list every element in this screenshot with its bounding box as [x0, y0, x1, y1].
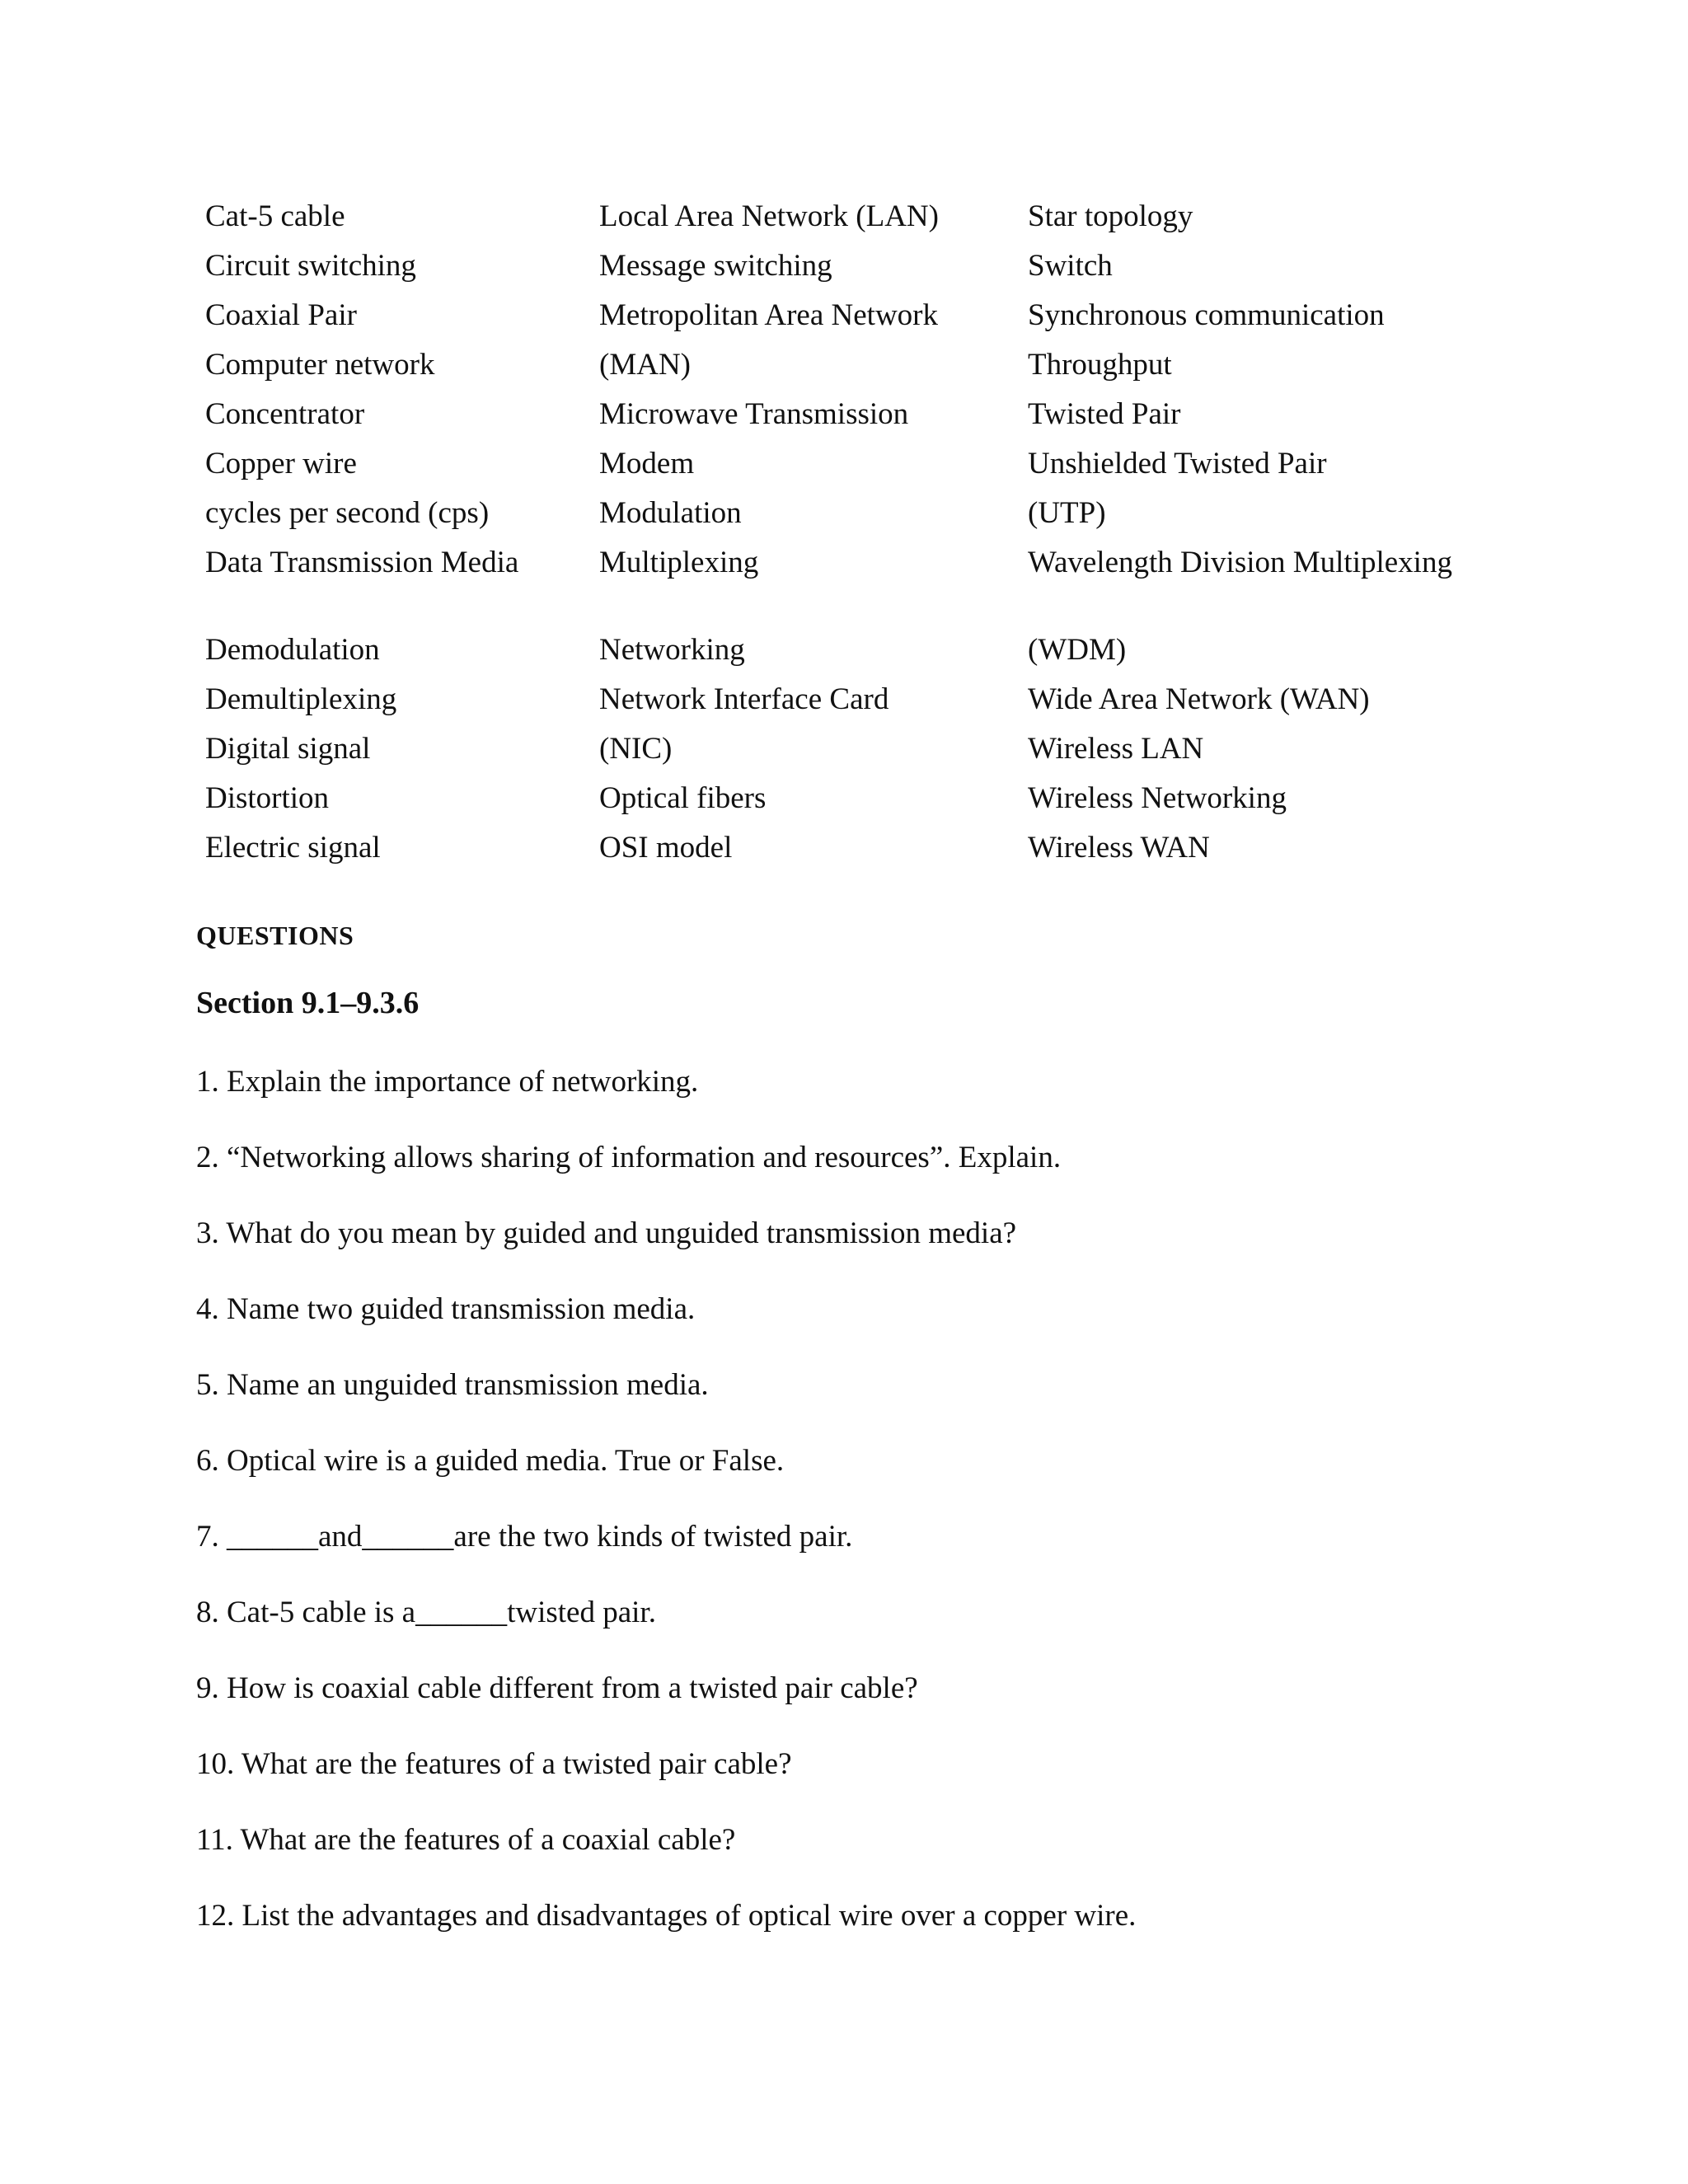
section-heading: Section 9.1–9.3.6 — [196, 986, 420, 1020]
term-row — [205, 730, 1475, 780]
term-cell: Wireless WAN — [1028, 831, 1210, 865]
term-cell: Distortion — [205, 781, 330, 815]
question-item: 9. How is coaxial cable different from a twisted pair cable? — [196, 1671, 918, 1705]
term-cell: Twisted Pair — [1028, 397, 1181, 431]
term-cell: Throughput — [1028, 348, 1172, 382]
term-row — [205, 198, 1475, 247]
term-cell: Modem — [599, 447, 695, 480]
question-item: 2. “Networking allows sharing of information and resources”. Explain. — [196, 1141, 1062, 1174]
term-cell: Cat-5 cable — [205, 199, 345, 233]
term-cell: (UTP) — [1028, 496, 1106, 530]
term-row — [205, 396, 1475, 445]
question-item: 4. Name two guided transmission media. — [196, 1292, 696, 1326]
term-cell: Synchronous communication — [1028, 298, 1385, 332]
term-cell: Network Interface Card — [599, 682, 889, 716]
key-terms-table — [205, 198, 1475, 879]
term-cell: Wavelength Division Multiplexing — [1028, 546, 1452, 579]
term-cell: Wireless Networking — [1028, 781, 1287, 815]
term-cell: Wide Area Network (WAN) — [1028, 682, 1370, 716]
term-cell: OSI model — [599, 831, 733, 865]
question-item: 11. What are the features of a coaxial cable? — [196, 1823, 736, 1857]
term-cell: Message switching — [599, 249, 832, 283]
term-cell: (MAN) — [599, 348, 691, 382]
term-row — [205, 681, 1475, 730]
question-item: 5. Name an unguided transmission media. — [196, 1368, 709, 1402]
term-row — [205, 494, 1475, 544]
term-row — [205, 247, 1475, 297]
term-row — [205, 631, 1475, 681]
question-item: 7. ______and______are the two kinds of twisted pair. — [196, 1520, 853, 1554]
term-row — [205, 445, 1475, 494]
term-cell: (NIC) — [599, 732, 673, 766]
term-row — [205, 780, 1475, 829]
term-cell: Unshielded Twisted Pair — [1028, 447, 1327, 480]
term-row — [205, 829, 1475, 879]
term-cell: Demultiplexing — [205, 682, 397, 716]
question-item: 3. What do you mean by guided and unguided transmission media? — [196, 1216, 1017, 1250]
term-row — [205, 297, 1475, 346]
term-cell: cycles per second (cps) — [205, 496, 490, 530]
term-cell: Digital signal — [205, 732, 371, 766]
term-cell: Computer network — [205, 348, 435, 382]
questions-heading: QUESTIONS — [196, 921, 354, 950]
term-row — [205, 544, 1475, 631]
term-cell: Wireless LAN — [1028, 732, 1204, 766]
term-cell: Modulation — [599, 496, 742, 530]
question-item: 1. Explain the importance of networking. — [196, 1065, 699, 1099]
question-item: 12. List the advantages and disadvantages of optical wire over a copper wire. — [196, 1899, 1137, 1933]
term-cell: Copper wire — [205, 447, 357, 480]
term-cell: Switch — [1028, 249, 1113, 283]
term-cell: Demodulation — [205, 633, 380, 667]
term-cell: Local Area Network (LAN) — [599, 199, 939, 233]
question-item: 8. Cat-5 cable is a______twisted pair. — [196, 1596, 656, 1629]
term-cell: Microwave Transmission — [599, 397, 909, 431]
term-cell: Multiplexing — [599, 546, 759, 579]
term-cell: Networking — [599, 633, 745, 667]
term-cell: Optical fibers — [599, 781, 767, 815]
term-cell: Concentrator — [205, 397, 365, 431]
term-cell: Metropolitan Area Network — [599, 298, 938, 332]
term-row — [205, 346, 1475, 396]
term-cell: Data Transmission Media — [205, 546, 519, 579]
term-cell: Star topology — [1028, 199, 1193, 233]
term-cell: (WDM) — [1028, 633, 1127, 667]
question-item: 10. What are the features of a twisted pair cable? — [196, 1747, 792, 1781]
term-cell: Coaxial Pair — [205, 298, 357, 332]
term-cell: Circuit switching — [205, 249, 416, 283]
question-item: 6. Optical wire is a guided media. True or False. — [196, 1444, 785, 1478]
questions-list — [196, 1063, 1597, 1973]
term-cell: Electric signal — [205, 831, 381, 865]
